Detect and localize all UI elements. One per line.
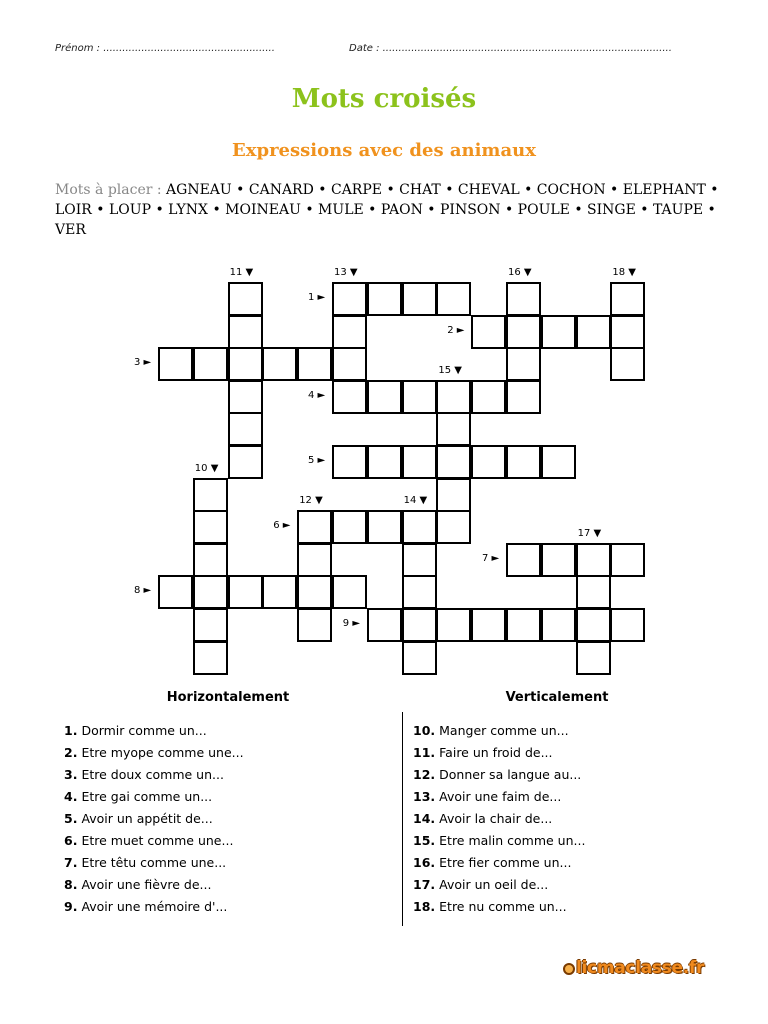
clue-item	[413, 810, 585, 832]
page-title: Mots croisés	[291, 84, 477, 114]
grid-cell[interactable]	[610, 608, 645, 642]
clue-item	[413, 744, 585, 766]
clue-number: 16.	[413, 855, 436, 870]
down-clues-list	[413, 722, 585, 920]
clue-item	[413, 722, 585, 744]
grid-cell[interactable]	[228, 445, 263, 479]
clue-number: 12.	[413, 767, 436, 782]
grid-cell[interactable]	[367, 510, 402, 544]
pencil-c-icon	[563, 963, 575, 975]
clue-text: Etre têtu comme une...	[81, 855, 227, 870]
clue-item	[413, 766, 585, 788]
clue-item	[64, 810, 244, 832]
grid-cell[interactable]	[541, 608, 576, 642]
grid-cell[interactable]	[402, 282, 437, 316]
clue-text: Avoir un oeil de...	[439, 877, 549, 892]
grid-cell[interactable]	[402, 575, 437, 609]
grid-number-down: 12 ▼	[299, 495, 323, 507]
grid-cell[interactable]	[332, 282, 367, 316]
grid-cell[interactable]	[262, 347, 297, 381]
clue-text: Etre malin comme un...	[439, 833, 586, 848]
grid-cell[interactable]	[297, 510, 332, 544]
grid-number-down: 13 ▼	[334, 267, 358, 278]
grid-cell[interactable]	[193, 641, 228, 675]
clue-number: 17.	[413, 877, 436, 892]
grid-cell[interactable]	[297, 543, 332, 577]
grid-cell[interactable]	[471, 608, 506, 642]
grid-cell[interactable]	[506, 543, 541, 577]
grid-cell[interactable]	[506, 315, 541, 349]
clue-text: Etre muet comme une...	[81, 833, 234, 848]
grid-cell[interactable]	[367, 282, 402, 316]
grid-number-across: 8 ►	[134, 585, 152, 597]
grid-cell[interactable]	[402, 380, 437, 414]
clue-item	[64, 832, 244, 854]
clue-text: Faire un froid de...	[439, 745, 553, 760]
grid-cell[interactable]	[436, 380, 471, 414]
grid-number-down: 17 ▼	[577, 527, 602, 539]
clue-number: 2.	[64, 745, 78, 760]
grid-number-across: 7 ►	[482, 552, 500, 564]
grid-number-down: 11 ▼	[229, 267, 254, 278]
grid-number-across: 2 ►	[447, 324, 465, 336]
grid-cell[interactable]	[228, 412, 263, 446]
grid-cell[interactable]	[332, 380, 367, 414]
clue-text: Etre fier comme un...	[439, 855, 572, 870]
grid-number-across: 6 ►	[273, 520, 291, 532]
brand-logo	[563, 958, 704, 978]
grid-cell[interactable]	[297, 608, 332, 642]
grid-cell[interactable]	[576, 543, 611, 577]
grid-cell[interactable]	[367, 445, 402, 479]
page-subtitle: Expressions avec des animaux	[232, 140, 536, 161]
grid-cell[interactable]	[158, 575, 193, 609]
grid-cell[interactable]	[541, 315, 576, 349]
grid-cell[interactable]	[228, 575, 263, 609]
grid-cell[interactable]	[402, 510, 437, 544]
clue-text: Etre doux comme un...	[81, 767, 224, 782]
clue-item	[413, 854, 585, 876]
grid-number-down: 16 ▼	[508, 267, 532, 278]
grid-cell[interactable]	[228, 347, 263, 381]
grid-number-down: 15 ▼	[438, 364, 462, 376]
grid-cell[interactable]	[402, 641, 437, 675]
grid-cell[interactable]	[332, 445, 367, 479]
clue-item	[64, 766, 244, 788]
grid-cell[interactable]	[158, 347, 193, 381]
grid-cell[interactable]	[193, 478, 228, 512]
clue-text: Avoir la chair de...	[439, 811, 553, 826]
grid-cell[interactable]	[193, 347, 228, 381]
clue-text: Etre myope comme une...	[81, 745, 244, 760]
grid-cell[interactable]	[610, 543, 645, 577]
grid-cell[interactable]	[332, 347, 367, 381]
grid-number-down: 10 ▼	[194, 462, 219, 474]
grid-cell[interactable]	[576, 575, 611, 609]
clue-number: 9.	[64, 899, 78, 914]
clue-number: 6.	[64, 833, 78, 848]
clue-item	[64, 898, 244, 920]
grid-cell[interactable]	[402, 608, 437, 642]
clue-number: 15.	[413, 833, 436, 848]
grid-cell[interactable]	[367, 380, 402, 414]
clue-item	[413, 788, 585, 810]
clue-item	[64, 876, 244, 898]
grid-cell[interactable]	[436, 412, 471, 446]
grid-cell[interactable]	[228, 315, 263, 349]
grid-cell[interactable]	[506, 347, 541, 381]
grid-cell[interactable]	[610, 347, 645, 381]
clue-text: Avoir une faim de...	[439, 789, 562, 804]
grid-cell[interactable]	[262, 575, 297, 609]
grid-number-across: 5 ►	[308, 455, 326, 466]
clue-text: Avoir une mémoire d'...	[81, 899, 228, 914]
across-heading: Horizontalement	[166, 690, 290, 705]
date-field-line: Date : ...........................................................................................	[349, 43, 672, 54]
clue-number: 8.	[64, 877, 78, 892]
grid-cell[interactable]	[541, 445, 576, 479]
brand-text: licmaclasse.fr	[576, 958, 705, 978]
clue-text: Avoir un appétit de...	[81, 811, 213, 826]
grid-cell[interactable]	[297, 575, 332, 609]
grid-cell[interactable]	[471, 445, 506, 479]
grid-cell[interactable]	[436, 282, 471, 316]
down-heading: Verticalement	[505, 690, 609, 705]
grid-cell[interactable]	[228, 282, 263, 316]
grid-cell[interactable]	[471, 315, 506, 349]
clue-item	[64, 788, 244, 810]
grid-cell[interactable]	[332, 510, 367, 544]
grid-cell[interactable]	[436, 478, 471, 512]
grid-cell[interactable]	[610, 282, 645, 316]
grid-cell[interactable]	[228, 380, 263, 414]
grid-cell[interactable]	[541, 543, 576, 577]
clue-number: 13.	[413, 789, 436, 804]
grid-number-across: 3 ►	[134, 357, 152, 369]
clue-text: Manger comme un...	[439, 723, 569, 738]
clue-item	[413, 876, 585, 898]
grid-cell[interactable]	[506, 608, 541, 642]
clue-number: 10.	[413, 723, 436, 738]
clue-text: Avoir une fièvre de...	[81, 877, 212, 892]
grid-cell[interactable]	[576, 315, 611, 349]
grid-cell[interactable]	[193, 510, 228, 544]
grid-cell[interactable]	[367, 608, 402, 642]
grid-cell[interactable]	[506, 282, 541, 316]
grid-number-down: 14 ▼	[403, 495, 428, 507]
grid-number-across: 9 ►	[342, 618, 361, 629]
clue-text: Donner sa langue au...	[439, 767, 582, 782]
grid-cell[interactable]	[297, 347, 332, 381]
grid-cell[interactable]	[193, 575, 228, 609]
grid-cell[interactable]	[576, 608, 611, 642]
clue-number: 3.	[64, 767, 78, 782]
clue-number: 11.	[413, 745, 436, 760]
word-bank-label: Mots à placer :	[55, 182, 162, 198]
clue-number: 5.	[64, 811, 78, 826]
across-clues-list	[64, 722, 244, 920]
grid-cell[interactable]	[402, 445, 437, 479]
clue-number: 18.	[413, 899, 436, 914]
grid-cell[interactable]	[506, 380, 541, 414]
grid-cell[interactable]	[193, 543, 228, 577]
prenom-field-line: Prénom : ......................................................	[55, 43, 275, 54]
grid-cell[interactable]	[436, 510, 471, 544]
clue-number: 1.	[64, 723, 78, 738]
clue-item	[64, 854, 244, 876]
clue-item	[64, 722, 244, 744]
grid-cell[interactable]	[610, 315, 645, 349]
clue-item	[413, 898, 585, 920]
grid-cell[interactable]	[332, 315, 367, 349]
clue-item	[413, 832, 585, 854]
grid-cell[interactable]	[436, 608, 471, 642]
clue-text: Dormir comme un...	[81, 723, 207, 738]
clue-number: 14.	[413, 811, 436, 826]
word-bank-words: AGNEAU • CANARD • CARPE • CHAT • CHEVAL • COCHON • ELEPHANT • LOIR • LOUP • LYNX • MOINEAU • MULE • PAON • PINSON • POULE • SINGE • TAUPE • VER	[55, 182, 719, 238]
column-divider	[402, 712, 403, 926]
grid-number-across: 1 ►	[308, 292, 326, 303]
clue-text: Etre gai comme un...	[81, 789, 213, 804]
grid-number-down: 18 ▼	[612, 267, 636, 278]
grid-cell[interactable]	[332, 575, 367, 609]
grid-cell[interactable]	[506, 445, 541, 479]
grid-cell[interactable]	[193, 608, 228, 642]
clue-number: 4.	[64, 789, 78, 804]
grid-cell[interactable]	[402, 543, 437, 577]
grid-cell[interactable]	[576, 641, 611, 675]
grid-number-across: 4 ►	[308, 389, 326, 401]
clue-text: Etre nu comme un...	[439, 899, 567, 914]
grid-cell[interactable]	[471, 380, 506, 414]
clue-number: 7.	[64, 855, 78, 870]
clue-item	[64, 744, 244, 766]
grid-cell[interactable]	[436, 445, 471, 479]
